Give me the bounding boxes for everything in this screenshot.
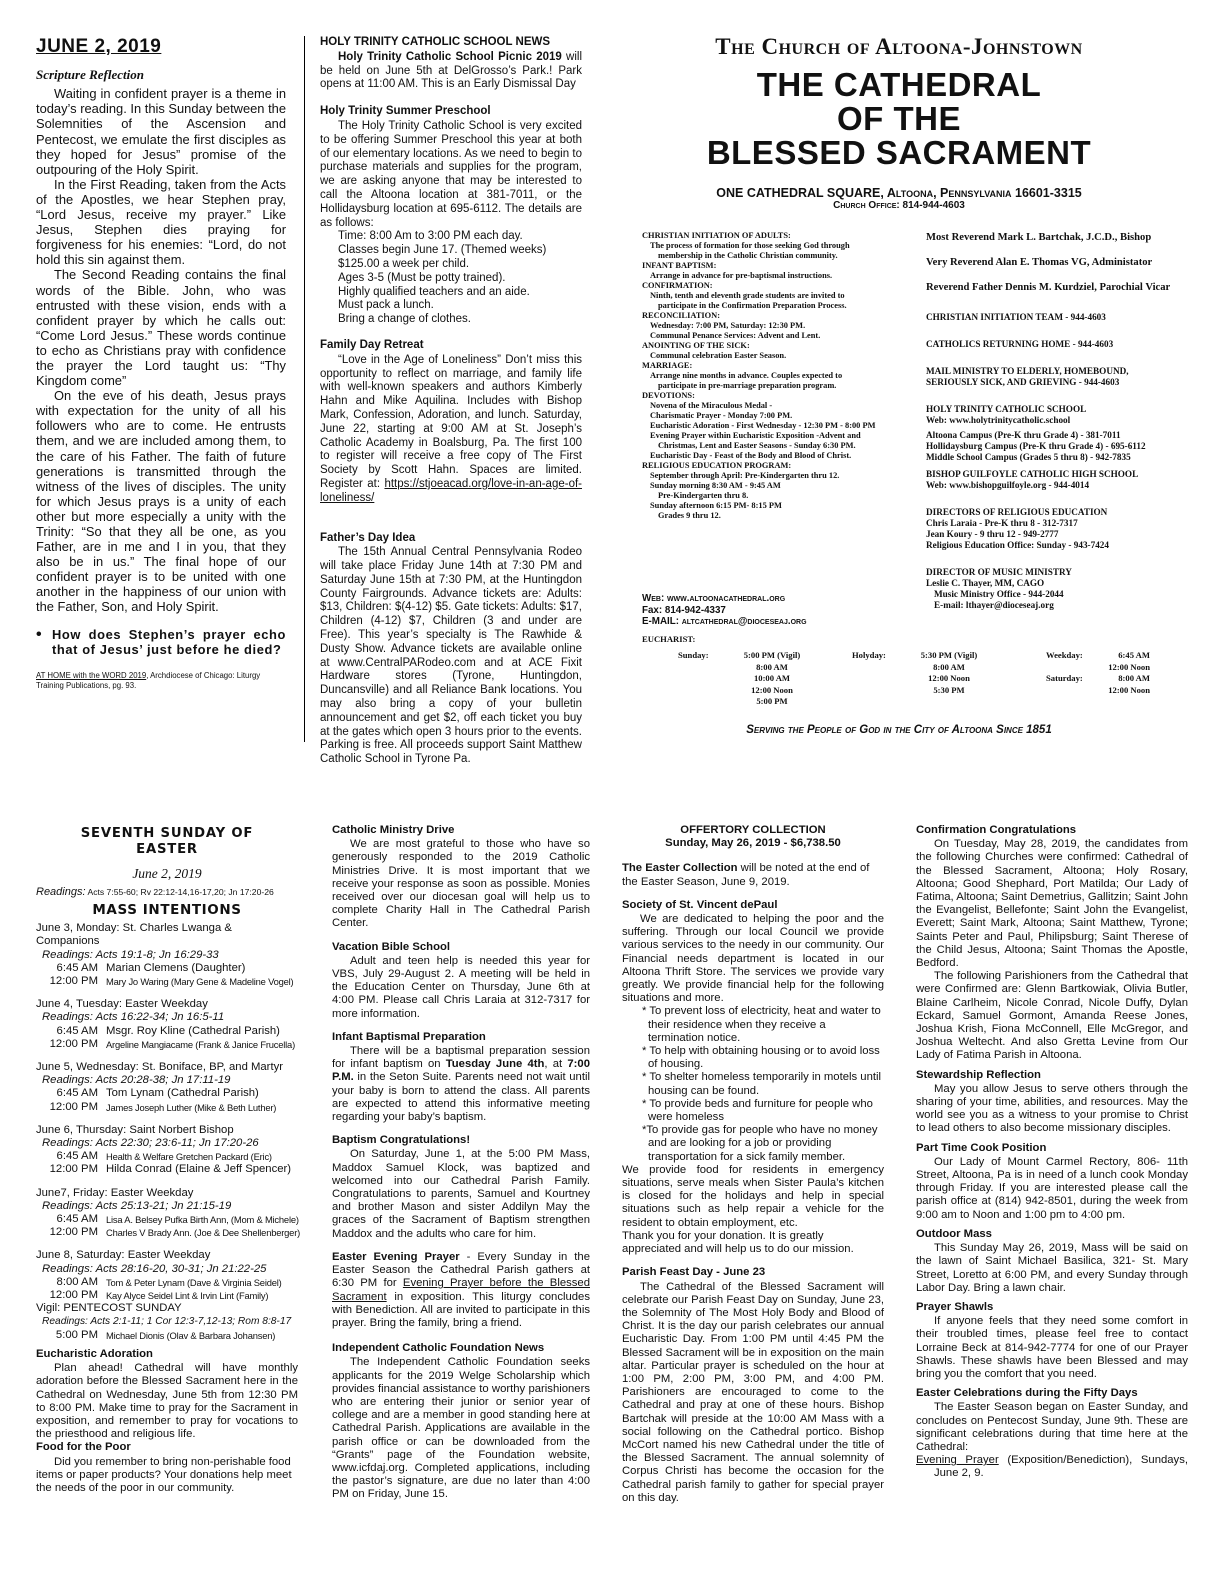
evening-prayer-link[interactable]: Evening Prayer before the Blessed Sacrament xyxy=(332,1277,590,1303)
staff-line[interactable]: E-mail: lthayer@dioceseaj.org xyxy=(934,600,1054,610)
cathedral-title: THE CATHEDRAL OF THE BLESSED SACRAMENT xyxy=(706,66,1092,171)
staff-line: Music Ministry Office - 944-2044 xyxy=(934,589,1064,599)
intention-readings: Readings: Acts 22:30; 23:6-11; Jn 17:20-26 xyxy=(42,1137,259,1150)
fifty-days-item: Evening Prayer (Exposition/Benediction), Sundays, June 2, 9. xyxy=(916,1454,1188,1480)
vbs-title: Vacation Bible School xyxy=(332,940,451,953)
intention-line: 12:00 PM Mary Jo Waring (Mary Gene & Madeline Vogel) xyxy=(49,975,294,988)
confirmation-text-2: The following Parishioners from the Cathedral that were Confirmed are: Glenn Bartkowiak, Olivia Butler, Blaine Carlheim, Nicole Conrad, Nicole Duffy, Dylan Eckard, Samuel Gormont, Amanda Reese Jones, Joshua Krish, Fiona McConnell, Elle McGregor, and Joshua Weltecht. And also Gretta Levine from Our Lady of Fatima Parish in Altoona. xyxy=(916,970,1188,1062)
reflection-paragraph: The Second Reading contains the final words of the Bible. John, who was entrusted with these vision, ends with a confident prayer by which he calls out: “Come Lord Jesus.” These words continue to echo as Christians pray with confidence the prayer the Lord taught us: “Thy Kingdom come” xyxy=(36,267,286,389)
sacrament-detail: Grades 9 thru 12. xyxy=(658,511,721,520)
sacrament-detail: participate in the Confirmation Preparation Process. xyxy=(658,301,847,310)
staff-line: Hollidaysburg Campus (Pre-K thru Grade 4) - 695-6112 xyxy=(926,441,1146,451)
intention-readings: Readings: Acts 20:28-38; Jn 17:11-19 xyxy=(42,1074,231,1087)
sacrament-detail: The process of formation for those seeking God through xyxy=(650,241,850,250)
intention-day: June 4, Tuesday: Easter Weekday xyxy=(36,998,208,1011)
sacrament-detail: Arrange in advance for pre-baptismal instructions. xyxy=(650,271,833,280)
sacrament-detail: Eucharistic Day - Feast of the Body and Blood of Christ. xyxy=(650,451,852,460)
svdp-text-2: We provide food for residents in emergency situations, serve meals when Sister Paula’s kitchen is closed for the holidays and help in special situations such as help repair a vehicle for the resident to obtain employment, etc. xyxy=(622,1163,884,1229)
svdp-thanks: Thank you for your donation. It is greatly appreciated and will help us to do our mission. xyxy=(622,1229,854,1256)
easter-collection-text: The Easter Collection will be noted at the end of the Easter Season, June 9, 2019. xyxy=(622,862,870,888)
list-item: Must pack a lunch. xyxy=(338,299,434,312)
citation: AT HOME with the WORD 2019, Archdiocese of Chicago: Liturgy Training Publications, pg. 93. xyxy=(36,670,261,690)
intention-day: June7, Friday: Easter Weekday xyxy=(36,1186,194,1199)
food-title: Food for the Poor xyxy=(36,1441,131,1454)
sacrament-detail: Charismatic Prayer - Monday 7:00 PM. xyxy=(650,411,793,420)
citation-link[interactable]: AT HOME with the WORD 2019 xyxy=(36,670,147,680)
list-item: Classes begin June 17. (Themed weeks) xyxy=(338,244,547,257)
offertory-title: OFFERTORY COLLECTION xyxy=(680,824,826,836)
list-item: * To help with obtaining housing or to avoid loss of housing. xyxy=(642,1045,880,1071)
column-divider xyxy=(304,36,305,742)
reflection-title: Scripture Reflection xyxy=(36,67,144,82)
intention-line: 6:45 AM Msgr. Roy Kline (Cathedral Parish) xyxy=(56,1024,280,1037)
adoration-text: Plan ahead! Cathedral will have monthly adoration before the Blessed Sacrament here in the Cathedral on Wednesday, June 5th from 12:30 PM to 8:00 PM. Make time to pray for the Sacrament in exposition, and remember to pray for vocations to the priesthood and religious life. xyxy=(36,1362,298,1441)
staff-line: Leslie C. Thayer, MM, CAGO xyxy=(926,578,1045,588)
shawls-text: If anyone feels that they need some comfort in their troubled times, please feel free to contact Lorraine Beck at 814-942-7774 for one of our Prayer Shawls. These shawls have been Blessed and may bring you the comfort that you need. xyxy=(916,1315,1188,1380)
holyday-times: 5:30 PM (Vigil) 8:00 AM 12:00 Noon 5:30 PM xyxy=(920,650,978,695)
scripture-column xyxy=(36,36,286,756)
sacrament-detail: Communal celebration Easter Season. xyxy=(650,351,787,360)
weekday-times: 6:45 AM 12:00 Noon xyxy=(1108,650,1150,672)
sacrament-heading: CHRISTIAN INITIATION OF ADULTS: xyxy=(642,231,791,240)
intention-readings: Readings: Acts 2:1-11; 1 Cor 12:3-7,12-13; Rom 8:8-17 xyxy=(42,1316,292,1328)
intention-readings: Readings: Acts 19:1-8; Jn 16:29-33 xyxy=(42,948,219,961)
reflection-body xyxy=(36,86,286,614)
retreat-title: Family Day Retreat xyxy=(320,338,424,351)
holyday-label: Holyday: xyxy=(852,650,886,660)
retreat-text: “Love in the Age of Loneliness” Don’t miss this opportunity to reflect on marriage, and family life with well-known speakers and authors Kimberly Hahn and Mike Aquilina. Includes with Bishop Mark, Confession, Adoration, and lunch. Saturday, June 22, starting at 9:00 AM at St. Joseph’s Catholic Academy in Boalsburg, Pa. The first 100 to register will receive a free copy of The First Society by Scott Hahn. Spaces are limited. Register at: https://stjoeacad.org/love-in-an-age-of-loneliness/ xyxy=(320,353,582,504)
sacrament-heading: DEVOTIONS: xyxy=(642,391,695,400)
staff-line: Altoona Campus (Pre-K thru Grade 4) - 381-7011 xyxy=(926,430,1121,440)
sacrament-detail: Pre-Kindergarten thru 8. xyxy=(658,491,749,500)
school-news-column xyxy=(320,36,583,766)
intentions-list xyxy=(36,922,301,1342)
intention-line: 5:00 PM Michael Dionis (Olav & Barbara Johansen) xyxy=(55,1328,276,1341)
stewardship-title: Stewardship Reflection xyxy=(916,1068,1041,1081)
retreat-link[interactable]: https://stjoeacad.org/love-in-an-age-of-loneliness/ xyxy=(320,477,582,504)
web-link[interactable]: Web: www.altoonacathedral.org xyxy=(642,593,786,604)
drive-text: We are most grateful to those who have so generously responded to the 2019 Catholic Ministries Drive. It is most important that we receive your response as soon as possible. Monies received over our diocesan goal will help us to complete Charity Hall in The Cathedral Parish Center. xyxy=(332,838,590,930)
fathers-day-title: Father’s Day Idea xyxy=(320,531,416,544)
sacrament-detail: participate in pre-marriage preparation program. xyxy=(658,381,837,390)
eucharist-schedule xyxy=(642,634,1188,714)
list-item: * To prevent loss of electricity, heat and water to their residence when they receive a termination notice. xyxy=(642,1005,881,1044)
sacraments-list xyxy=(642,231,942,591)
saturday-label: Saturday: xyxy=(1046,673,1083,683)
offertory-amount: Sunday, May 26, 2019 - $6,738.50 xyxy=(665,837,841,850)
sacrament-detail: Communal Penance Services: Advent and Lent. xyxy=(650,331,821,340)
staff-line: Very Reverend Alan E. Thomas VG, Administator xyxy=(926,257,1153,268)
list-item: Ages 3-5 (Must be potty trained). xyxy=(338,271,506,284)
intention-readings: Readings: Acts 28:16-20, 30-31; Jn 21:22-25 xyxy=(42,1262,267,1275)
preschool-text: The Holy Trinity Catholic School is very excited to be offering Summer Preschool this year at both of our elementary locations. As we need to begin to purchase materials and supplies for the program, we are asking anyone that may be interested to call the Altoona location at 381-7011, or the Hollidaysburg location at 695-6112. The details are as follows: xyxy=(320,119,582,229)
confirmation-title: Confirmation Congratulations xyxy=(916,824,1077,836)
church-name: The Church of Altoona-Johnstown xyxy=(715,34,1083,59)
sacrament-detail: Sunday morning 8:30 AM - 9:45 AM xyxy=(650,481,781,490)
serving-tagline: Serving the People of God in the City of Altoona Since 1851 xyxy=(746,724,1052,736)
intention-line: 12:00 PM Hilda Conrad (Elaine & Jeff Spencer) xyxy=(49,1163,292,1176)
sacrament-heading: RELIGIOUS EDUCATION PROGRAM: xyxy=(642,461,792,470)
baptism-title: Baptism Congratulations! xyxy=(332,1134,471,1147)
fathers-day-text: The 15th Annual Central Pennsylvania Rodeo will take place Friday June 14th at 7:30 PM and Saturday June 15th at 7:30 PM, at the Huntingdon County Fairgrounds. Advance tickets are: Adults: $13, Children: $(4-12) $5. Gate tickets: Adults: $17, Children (4-12) $7, Children (3 and under are Free). This year’s specialty is The Rawhide & Dusty Show. Advance tickets are available online at www.CentralPARodeo.com and at ACE Fixit Hardware stores (Tyrone, Huntingdon, Duncansville) and all Reliance Bank locations. You may also bring a copy of your bulletin announcement and get $2, off each ticket you buy at the gates which open 3 hours prior to the events. Parking is free. All proceeds support Saint Matthew Catholic School in Tyrone Pa. xyxy=(320,546,582,766)
intention-line: 6:45 AM Lisa A. Belsey Pufka Birth Ann, (Mom & Michele) xyxy=(56,1213,299,1226)
staff-line: CATHOLICS RETURNING HOME - 944-4603 xyxy=(926,339,1114,349)
sacrament-detail: Novena of the Miraculous Medal - xyxy=(650,401,773,410)
adoration-title: Eucharistic Adoration xyxy=(36,1347,153,1360)
intention-line: 6:45 AM Tom Lynam (Cathedral Parish) xyxy=(56,1087,259,1100)
outdoor-mass-text: This Sunday May 26, 2019, Mass will be said on the lawn of Saint Michael Basilica, 321- St. Mary Street, Loretto at 6:00 PM, and every Sunday through Labor Day. Bring a lawn chair. xyxy=(916,1242,1188,1294)
ministry-column xyxy=(332,824,590,1549)
list-item: * To provide beds and furniture for people who were homeless xyxy=(642,1097,873,1124)
sunday-readings: Readings: Acts 7:55-60; Rv 22:12-14,16-17,20; Jn 17:20-26 xyxy=(36,886,274,898)
preschool-title: Holy Trinity Summer Preschool xyxy=(320,105,491,118)
staff-line: Middle School Campus (Grades 5 thru 8) - 942-7835 xyxy=(926,452,1131,462)
intention-day: June 5, Wednesday: St. Boniface, BP, and Martyr xyxy=(36,1061,283,1074)
infant-prep-title: Infant Baptismal Preparation xyxy=(332,1030,486,1043)
picnic-text: Holy Trinity Catholic School Picnic 2019 will be held on June 5th at DelGrosso’s Park.! Park opens at 11:00 AM. This is an Early Dismissal Day xyxy=(320,50,583,91)
sacrament-heading: MARRIAGE: xyxy=(642,361,693,370)
staff-line: MAIL MINISTRY TO ELDERLY, HOMEBOUND, xyxy=(926,366,1129,376)
church-office: Church Office: 814-944-4603 xyxy=(833,200,965,211)
intention-day: June 6, Thursday: Saint Norbert Bishop xyxy=(36,1123,234,1136)
confirmation-text: On Tuesday, May 28, 2019, the candidates from the following Churches were confirmed: Cathedral of the Blessed Sacrament, Altoona; Holy Rosary, Altoona; Good Shephard, Port Matilda; Our Lady of Fatima, Altoona; Saint Demetrius, Gallitzin; Saint John the Evangelist, Bellefonte; Saint John the Evangelist, Everett; Saint Mark, Altoona; Saint Matthew, Tyrone; Saints Peter and Paul, Philipsburg; Saint Therese of the Child Jesus, Altoona; Saint Thomas the Apostle, Bedford. xyxy=(916,838,1188,970)
staff-line: Religious Education Office: Sunday - 943-7424 xyxy=(926,540,1109,550)
drive-title: Catholic Ministry Drive xyxy=(332,824,455,836)
list-item: $125.00 a week per child. xyxy=(338,257,470,270)
staff-line: CHRISTIAN INITIATION TEAM - 944-4603 xyxy=(926,312,1106,322)
cook-text: Our Lady of Mount Carmel Rectory, 806- 11th Street, Altoona, Pa is in need of a lunch cook Monday through Friday. If you are interested please call the parish office at (814) 942-8501, during the week from 9:00 am to Noon and 1:00 pm to 4:00 pm. xyxy=(916,1155,1188,1221)
sacrament-detail: Ninth, tenth and eleventh grade students are invited to xyxy=(650,291,845,300)
sacrament-detail: Wednesday: 7:00 PM, Saturday: 12:30 PM. xyxy=(650,321,806,330)
outdoor-mass-title: Outdoor Mass xyxy=(916,1227,992,1240)
email-link[interactable]: E-MAIL: altcathedral@dioceseaj.org xyxy=(642,616,807,627)
staff-line: Reverend Father Dennis M. Kurdziel, Parochial Vicar xyxy=(926,282,1171,293)
reflection-paragraph: On the eve of his death, Jesus prays with expectation for the unity of all his followers who are to come. He entrusts them, and we are included among them, to the care of his Father. The faith of future generations is transmitted through the witness of the lives of disciples. The unity for which Jesus prays is a unity of each other but more especially a unity with the Trinity: “So that they all be one, as you Father, are in me and I in you, that they also be in us.” The final hope of our confident prayer is to be united with one another in the happiness of our union with the Father, Son, and Holy Spirit. xyxy=(36,388,286,615)
reflection-paragraph: In the First Reading, taken from the Acts of the Apostles, we hear Stephen pray, “Lord Jesus, receive my prayer.” Like Jesus, Stephen dies praying for forgiveness for his enemies: “Lord, do not hold this sin against them. xyxy=(36,176,286,268)
saturday-times: 8:00 AM 12:00 Noon xyxy=(1108,673,1150,695)
baptism-text: On Saturday, June 1, at the 5:00 PM Mass, Maddox Samuel Klock, was baptized and welcomed into our Cathedral Parish Family. Congratulations to parents, Samuel and Kourtney and brother Mason and sister Addilyn May the graces of the Sacrament of Baptism strengthen Maddox and the adults who care for him. xyxy=(332,1148,590,1240)
staff-line: BISHOP GUILFOYLE CATHOLIC HIGH SCHOOL xyxy=(926,469,1139,479)
sacrament-detail: membership in the Catholic Christian community. xyxy=(658,251,838,260)
staff-line: Most Reverend Mark L. Bartchak, J.C.D., Bishop xyxy=(926,232,1152,243)
vigil-heading: Vigil: PENTECOST SUNDAY xyxy=(36,1302,182,1315)
eucharist-label: EUCHARIST: xyxy=(642,634,696,644)
infant-prep-text: There will be a baptismal preparation session for infant baptism on Tuesday June 4th, at 7:00 P.M. in the Seton Suite. Parents need not wait until your baby is born to attend the class. All parents are expected to attend this informative meeting regarding your baby’s baptism. xyxy=(332,1045,590,1124)
list-item: Highly qualified teachers and an aide. xyxy=(338,285,530,298)
evening-prayer-text: Easter Evening Prayer - Every Sunday in the Easter Season the Cathedral Parish gathers at 6:30 PM for Evening Prayer before the Blessed Sacrament in exposition. This liturgy concludes with Benediction. All are invited to participate in this prayer. Bring the family, bring a friend. xyxy=(332,1250,590,1329)
sacrament-detail: Arrange nine months in advance. Couples expected to xyxy=(650,371,843,380)
sacrament-heading: ANOINTING OF THE SICK: xyxy=(642,341,750,350)
sacrament-detail: Christmas, Lent and Easter Seasons - Sunday 6:30 PM. xyxy=(658,441,856,450)
sacrament-heading: CONFIRMATION: xyxy=(642,281,713,290)
intention-line: 12:00 PM James Joseph Luther (Mike & Beth Luther) xyxy=(49,1100,277,1113)
sacrament-heading: RECONCILIATION: xyxy=(642,311,721,320)
sacrament-detail: Sunday afternoon 6:15 PM- 8:15 PM xyxy=(650,501,782,510)
address: ONE CATHEDRAL SQUARE, Altoona, Pennsylvania 16601-3315 xyxy=(716,186,1082,200)
date-title: JUNE 2, 2019 xyxy=(36,36,162,57)
preschool-list xyxy=(320,230,582,327)
intention-line: 12:00 PM Charles V Brady Ann. (Joe & Dee Shellenberger) xyxy=(49,1226,301,1239)
feast-title: Parish Feast Day - June 23 xyxy=(622,1266,766,1279)
reflection-question: • How does Stephen’s prayer echo that of Jesus’ just before he died? xyxy=(36,625,286,657)
sacrament-detail: Eucharistic Adoration - First Wednesday - 12:30 PM - 8:00 PM xyxy=(650,421,876,430)
confirmation-column xyxy=(916,824,1188,1549)
intention-line: 6:45 AM Marian Clemens (Daughter) xyxy=(56,961,246,974)
list-item: Time: 8:00 Am to 3:00 PM each day. xyxy=(338,230,523,243)
intention-line: 8:00 AM Tom & Peter Lynam (Dave & Virginia Seidel) xyxy=(56,1275,282,1288)
svdp-list xyxy=(622,1005,884,1163)
staff-line: DIRECTORS OF RELIGIOUS EDUCATION xyxy=(926,507,1108,517)
intention-line: 12:00 PM Kay Alyce Seidel Lint & Irvin Lint (Family) xyxy=(49,1289,269,1302)
sacrament-detail: Evening Prayer within Eucharistic Exposition -Advent and xyxy=(650,431,861,440)
intention-line: 12:00 PM Argeline Mangiacame (Frank & Janice Frucella) xyxy=(49,1037,295,1050)
stewardship-text: May you allow Jesus to serve others through the sharing of your time, abilities, and resources. May the world see you as a witness to your promise to Christ to lead others to also become missionary disciples. xyxy=(916,1082,1188,1135)
reflection-paragraph: Waiting in confident prayer is a theme in today’s reading. In this Sunday between the Solemnities of the Ascension and Pentecost, we emulate the first disciples as they hoped for Jesus” promise of the outpouring of the Holy Spirit. xyxy=(36,86,286,177)
mass-intentions-column xyxy=(36,826,301,1551)
intention-line: 6:45 AM Health & Welfare Gretchen Packard (Eric) xyxy=(56,1150,272,1163)
contact-info xyxy=(642,593,942,633)
staff-directory xyxy=(926,231,1186,631)
intention-readings: Readings: Acts 16:22-34; Jn 16:5-11 xyxy=(42,1011,225,1024)
staff-line: Chris Laraia - Pre-K thru 8 - 312-7317 xyxy=(926,518,1078,528)
school-news-title: HOLY TRINITY CATHOLIC SCHOOL NEWS xyxy=(320,36,551,48)
offertory-column xyxy=(622,824,884,1549)
fax-number: Fax: 814-942-4337 xyxy=(642,604,726,616)
svdp-text: We are dedicated to helping the poor and the suffering. Through our local Council we provide various services to the needy in our community. Our Financial needs department is located in our Altoona Thrift Store. The services we provide vary greatly. We provide financial help for the following situations and more. xyxy=(622,913,884,1005)
foundation-title: Independent Catholic Foundation News xyxy=(332,1342,545,1355)
list-item: *To provide gas for people who have no money and are looking for a job or providing transportation for a sick family member. xyxy=(642,1124,878,1163)
sunday-date: June 2, 2019 xyxy=(132,866,202,881)
staff-line: SERIOUSLY SICK, AND GRIEVING - 944-4603 xyxy=(926,377,1120,387)
sunday-title: SEVENTH SUNDAY OF EASTER xyxy=(80,826,254,857)
staff-line: DIRECTOR OF MUSIC MINISTRY xyxy=(926,567,1072,577)
shawls-title: Prayer Shawls xyxy=(916,1300,994,1313)
food-text: Did you remember to bring non-perishable food items or paper products? Your donations help meet the needs of the poor in our community. xyxy=(36,1455,292,1494)
intention-day: June 3, Monday: St. Charles Lwanga & Companions xyxy=(36,922,232,948)
foundation-text: The Independent Catholic Foundation seeks applicants for the 2019 Welge Scholarship which provides financial assistance to worthy parishioners who are entering their junior or senior year of college and are a member in good standing here at Cathedral Parish. Applications are available in the parish office or can be downloaded from the “Grants” page of the Foundation website, www.icfdaj.org. Completed applications, including the pastor’s signature, are due no later than 4:00 PM on Friday, June 15. xyxy=(332,1356,590,1501)
mass-intentions-title: MASS INTENTIONS xyxy=(92,902,242,919)
weekday-label: Weekday: xyxy=(1046,650,1083,660)
sunday-times: 5:00 PM (Vigil) 8:00 AM 10:00 AM 12:00 Noon 5:00 PM xyxy=(743,650,801,707)
sunday-label: Sunday: xyxy=(678,650,709,660)
sacrament-detail: September through April: Pre-Kindergarten thru 12. xyxy=(650,471,840,480)
bullet-icon: • xyxy=(36,625,42,643)
staff-line: HOLY TRINITY CATHOLIC SCHOOL xyxy=(926,404,1087,414)
fifty-days-title: Easter Celebrations during the Fifty Days xyxy=(916,1387,1138,1400)
masthead xyxy=(610,34,1188,214)
staff-line[interactable]: Web: www.holytrinitycatholic.school xyxy=(926,415,1071,425)
intention-day: June 8, Saturday: Easter Weekday xyxy=(36,1249,211,1262)
intention-readings: Readings: Acts 25:13-21; Jn 21:15-19 xyxy=(42,1199,232,1212)
sacrament-heading: INFANT BAPTISM: xyxy=(642,261,717,270)
fifty-days-text: The Easter Season began on Easter Sunday, and concludes on Pentecost Sunday, June 9th. These are significant celebrations during that time here at the Cathedral: xyxy=(916,1401,1188,1453)
evening-prayer-link[interactable]: Evening Prayer xyxy=(916,1454,999,1467)
svdp-title: Society of St. Vincent dePaul xyxy=(622,898,778,911)
vbs-text: Adult and teen help is needed this year for VBS, July 29-August 2. A meeting will be held in the Education Center on Thursday, June 6th at 4:00 PM. Please call Chris Laraia at 312-7317 for more information. xyxy=(332,954,590,1020)
list-item: * To shelter homeless temporarily in motels until housing can be found. xyxy=(642,1071,882,1097)
staff-line: Jean Koury - 9 thru 12 - 949-2777 xyxy=(926,529,1059,539)
staff-line[interactable]: Web: www.bishopguilfoyle.org - 944-4014 xyxy=(926,480,1090,490)
cook-title: Part Time Cook Position xyxy=(916,1141,1047,1154)
list-item: Bring a change of clothes. xyxy=(338,313,471,326)
feast-text: The Cathedral of the Blessed Sacrament will celebrate our Parish Feast Day on Sunday, June 23, the Solemnity of The Most Holy Body and Blood of Christ. It is the day our parish celebrates our annual Eucharistic Day. From 1:00 PM until 4:45 PM the Blessed Sacrament will be in exposition on the main altar. Particular prayer is scheduled on the hour at 1:00 PM, 2:00 PM, 3:00 PM, and 4:00 PM. Parishioners are encouraged to come to the Cathedral and pray at one of these hours. Bishop Bartchak will preside at the 10:00 AM Mass with a social following on the Cathedral portico. Bishop McCort named his new Cathedral under the title of the Blessed Sacrament. The annual solemnity of Corpus Christi has become the occasion for the Cathedral parish family to gather for special prayer on this day. xyxy=(622,1280,884,1504)
